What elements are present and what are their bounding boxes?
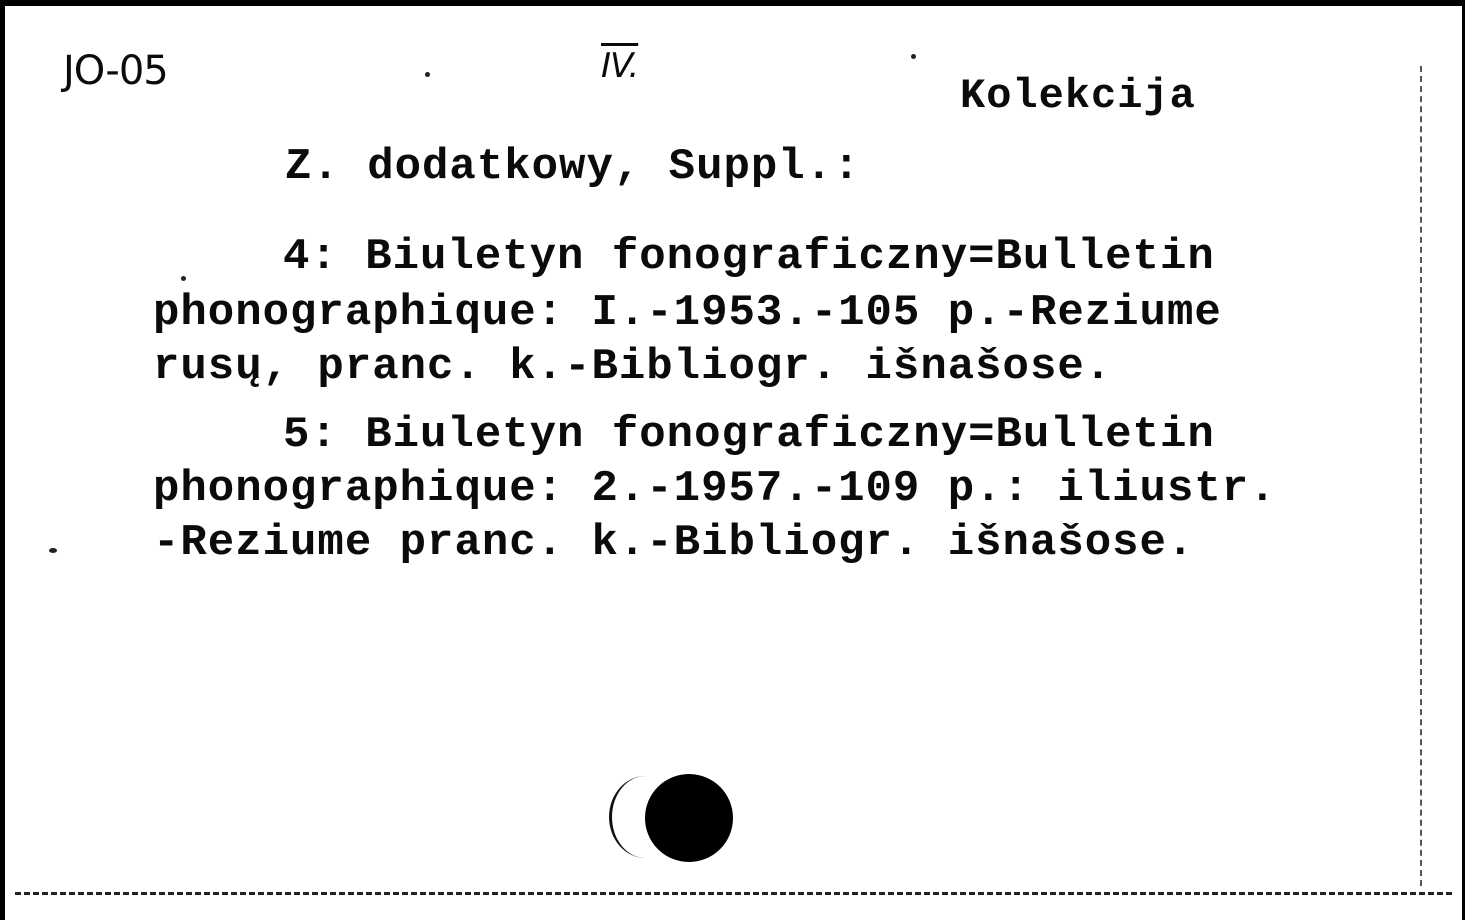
heading: Z. dodatkowy, Suppl.: — [285, 142, 861, 192]
collection-label: Kolekcija — [960, 72, 1196, 120]
bottom-edge-rule — [15, 892, 1452, 895]
call-number: JO-05 — [63, 48, 168, 94]
ink-speck — [49, 548, 57, 553]
ink-speck — [181, 276, 186, 281]
entry-4-line-2: phonographique: I.-1953.-105 p.-Reziume — [153, 288, 1222, 338]
ink-speck — [911, 54, 916, 59]
entry-5-line-1: 5: Biuletyn fonograficzny=Bulletin — [283, 410, 1215, 460]
punch-hole — [645, 774, 733, 862]
entry-5-line-2: phonographique: 2.-1957.-109 p.: iliustr. — [153, 464, 1277, 514]
entry-4-line-3: rusų, pranc. k.-Bibliogr. išnašose. — [153, 342, 1113, 392]
entry-5-line-3: -Reziume pranc. k.-Bibliogr. išnašose. — [153, 518, 1195, 568]
roman-mark: IV. — [601, 46, 639, 86]
card-edge-rule — [1420, 66, 1422, 886]
entry-4-line-1: 4: Biuletyn fonograficzny=Bulletin — [283, 232, 1215, 282]
ink-speck — [425, 72, 430, 77]
